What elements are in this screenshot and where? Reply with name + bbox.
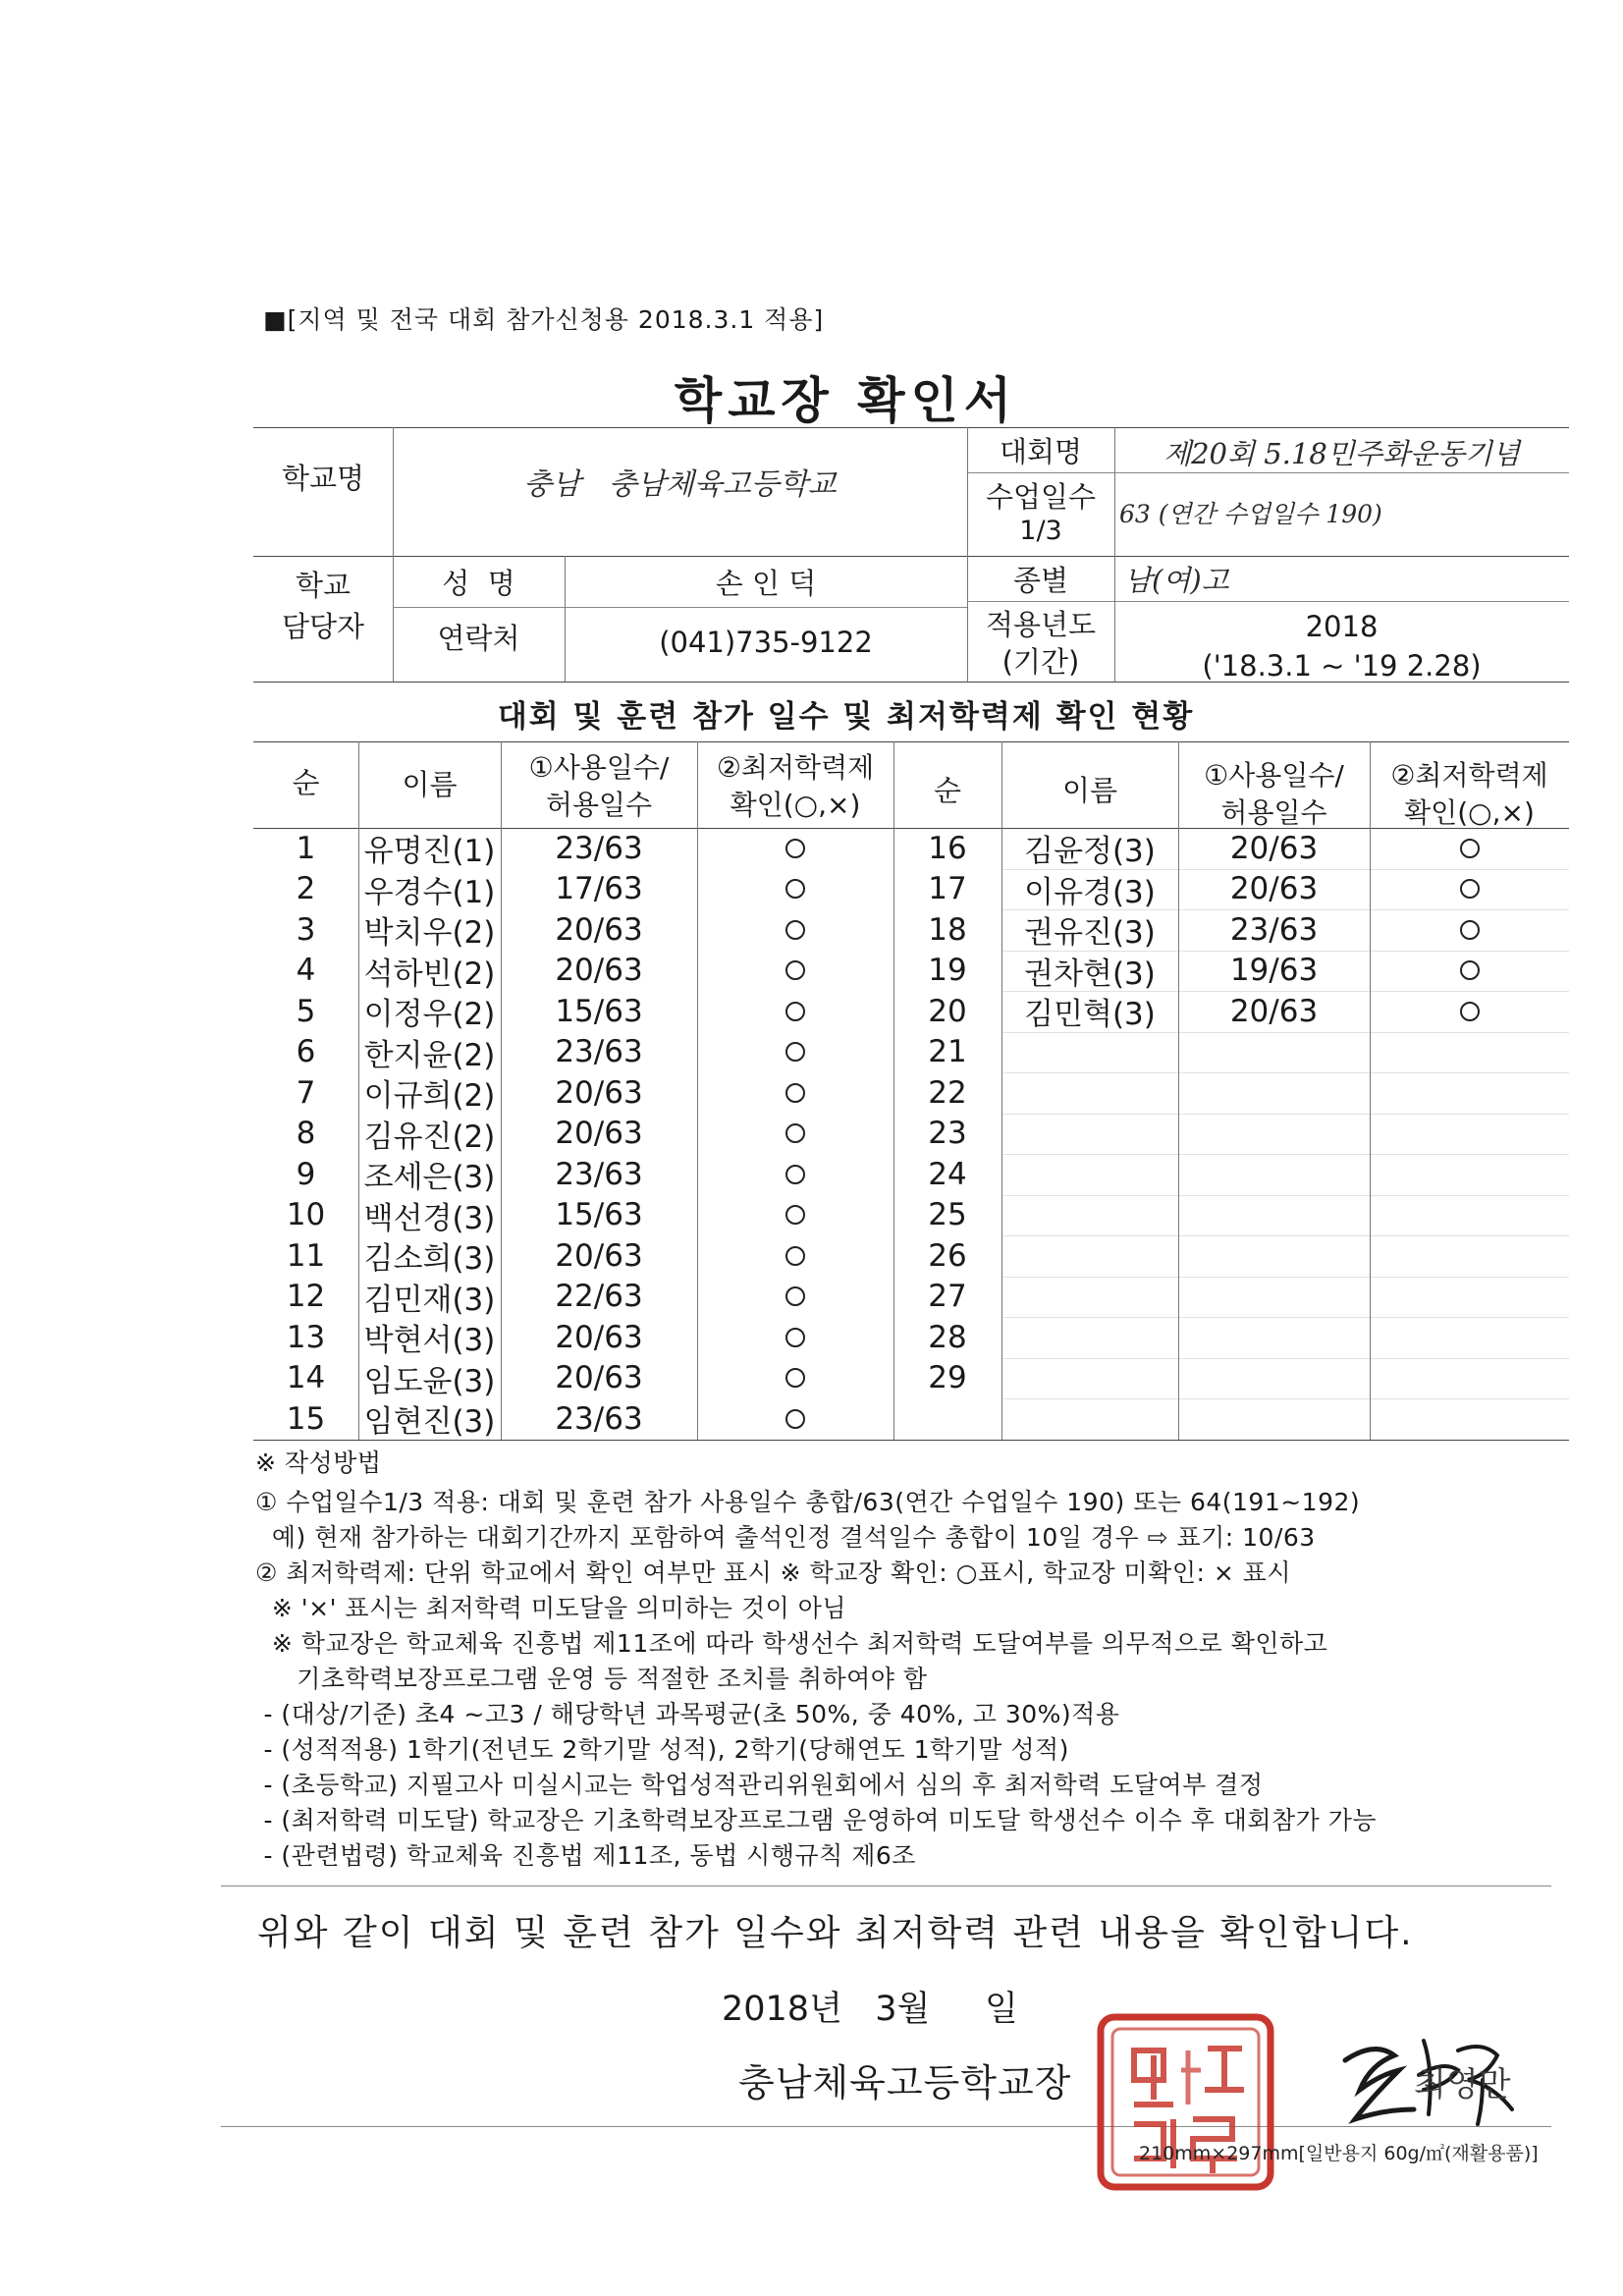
min-achievement-check [697,1277,893,1318]
check-circle-icon [785,1328,805,1347]
min-achievement-check [1370,991,1569,1032]
staff-label: 학교 [295,568,352,602]
period-value: ('18.3.1 ~ '19 2.28) [1202,649,1482,683]
student-name: 권유진(3) [1024,915,1156,952]
check-circle-icon [785,1368,805,1388]
header-check-right: ②최저학력제 [1390,759,1548,792]
min-achievement-check [697,1235,893,1277]
row-number: 26 [928,1237,967,1274]
instruction-line: - (최저학력 미도달) 학교장은 기초학력보장프로그램 운영하여 미도달 학생선수 이수 후 대회참가 가능 [255,1806,1378,1834]
instruction-line: - (초등학교) 지필고사 미실시교는 학업성적관리위원회에서 심의 후 최저학력 도달여부 결정 [255,1771,1264,1799]
row-number: 19 [928,953,967,989]
document-title: 학교장 확인서 [674,372,1018,429]
row-number: 24 [928,1156,967,1192]
student-name [1001,1398,1178,1440]
student-name: 김민혁(3) [1024,997,1156,1033]
check-circle-icon [785,1083,805,1103]
year-value: 2018 [1305,610,1379,643]
min-achievement-check [697,951,893,992]
check-circle-icon [785,839,805,858]
days-used: 23/63 [555,1400,643,1437]
days-used: 17/63 [555,871,643,907]
section-title: 대회 및 훈련 참가 일수 및 최저학력제 확인 현황 [497,699,1195,735]
instruction-line: - (성적적용) 1학기(전년도 2학기말 성적), 2학기(당해연도 1학기말 성적) [255,1735,1069,1764]
days-used: 20/63 [555,1116,643,1152]
min-achievement-check [697,828,893,869]
days-used: 20/63 [555,1360,643,1396]
min-achievement-check [697,1032,893,1073]
row-number: 4 [296,953,316,989]
days-used [1178,1398,1370,1440]
school-name-label: 학교명 [281,461,365,495]
student-name [1001,1195,1178,1236]
min-achievement-check [697,1195,893,1236]
days-used: 20/63 [555,953,643,989]
student-name: 김윤정(3) [1024,834,1156,870]
check-circle-icon [785,1165,805,1184]
row-number: 22 [928,1074,967,1111]
instruction-line: ※ '×' 표시는 최저학력 미도달을 의미하는 것이 아님 [255,1594,847,1622]
row-number: 2 [296,871,316,907]
student-name: 이규희(2) [363,1078,496,1115]
header-days-right-2: 허용일수 [1220,796,1327,829]
row-number: 9 [296,1156,316,1192]
min-achievement-check [697,1317,893,1358]
min-achievement-check [697,869,893,910]
header-name-right: 이름 [1061,773,1118,807]
days-used: 23/63 [1229,911,1319,948]
year-label-2: (기간) [1001,644,1080,679]
days-used: 20/63 [555,911,643,948]
instruction-line: - (관련법령) 학교체육 진흥법 제11조, 동법 시행규칙 제6조 [255,1841,916,1870]
days-used [1178,1154,1370,1195]
row-number: 8 [296,1116,316,1152]
min-achievement-check [1370,909,1569,951]
days-used: 19/63 [1229,953,1319,989]
class-days-ratio-label: 1/3 [1019,515,1062,546]
min-achievement-check [697,1072,893,1114]
row-number: 1 [296,830,316,866]
class-days-label: 수업일수 [985,479,1097,514]
check-circle-icon [1460,839,1480,858]
days-used [1178,1072,1370,1114]
min-achievement-check [1370,869,1569,910]
check-circle-icon [785,1123,805,1143]
student-name: 우경수(1) [363,874,496,910]
row-number: 25 [928,1197,967,1233]
student-name: 권차현(3) [1024,956,1156,992]
instructions-heading: ※ 작성방법 [255,1449,382,1477]
student-name: 박현서(3) [363,1323,496,1359]
header-check-left: ②최저학력제 [716,751,875,784]
header-name-left: 이름 [402,767,458,801]
min-achievement-check [697,991,893,1032]
student-name [1001,1072,1178,1114]
student-name: 김소희(3) [363,1241,496,1278]
student-name [1001,1358,1178,1399]
days-used: 20/63 [1229,871,1319,907]
competition-label: 대회명 [999,434,1083,468]
days-used [1178,1032,1370,1073]
min-achievement-check [697,1114,893,1155]
min-achievement-check [697,1398,893,1440]
days-used: 15/63 [555,1197,643,1233]
row-number: 13 [286,1319,326,1355]
row-number: 15 [286,1400,326,1437]
principal-title: 충남체육고등학교장 [738,2061,1072,2105]
form-type-note: ■[지역 및 전국 대회 참가신청용 2018.3.1 적용] [263,305,825,334]
student-name: 석하빈(2) [363,956,496,992]
student-name: 유명진(1) [363,834,496,870]
student-name: 임도윤(3) [363,1363,496,1399]
days-used: 20/63 [555,1237,643,1274]
row-number: 18 [928,911,967,948]
type-label: 종별 [1012,563,1069,597]
check-circle-icon [785,1246,805,1266]
min-achievement-check [1370,828,1569,869]
days-used: 15/63 [555,993,643,1029]
contact-phone-value: (041)735-9122 [659,626,873,659]
header-no-left: 순 [292,765,320,799]
instruction-line: ② 최저학력제: 단위 학교에서 확인 여부만 표시 ※ 학교장 확인: ○표시, 학교장 미확인: × 표시 [255,1558,1292,1587]
check-circle-icon [785,1205,805,1225]
check-circle-icon [785,1042,805,1062]
instruction-line: ※ 학교장은 학교체육 진흥법 제11조에 따라 학생선수 최저학력 도달여부를 의무적으로 확인하고 [255,1629,1328,1658]
paper-spec-footer: 210mm×297mm[일반용지 60g/㎡(재활용품)] [1139,2143,1539,2164]
contact-phone-label: 연락처 [437,621,520,655]
school-name-value: 충남 충남체육고등학교 [523,467,837,502]
check-circle-icon [1460,879,1480,899]
check-circle-icon [785,879,805,899]
header-no-right: 순 [933,773,961,807]
student-name: 조세은(3) [363,1160,496,1196]
days-used: 23/63 [555,1034,643,1070]
days-used: 20/63 [555,1319,643,1355]
row-number: 23 [928,1116,967,1152]
confirmation-date: 2018년 3월 일 [722,1990,1018,2029]
instruction-line: ① 수업일수1/3 적용: 대회 및 훈련 참가 사용일수 총합/63(연간 수업일수 190) 또는 64(191~192) [255,1488,1361,1516]
student-name: 박치우(2) [363,915,496,952]
student-name [1001,1317,1178,1358]
min-achievement-check [697,909,893,951]
instruction-line: 기초학력보장프로그램 운영 등 적절한 조치를 취하여야 함 [255,1665,928,1693]
row-number: 17 [928,871,967,907]
student-name: 한지윤(2) [363,1037,496,1073]
contact-name-value: 손 인 덕 [715,566,817,600]
instruction-line: - (대상/기준) 초4 ~고3 / 해당학년 과목평균(초 50%, 중 40%, 고 30%)적용 [255,1700,1120,1728]
header-days-left-2: 허용일수 [545,789,653,821]
check-circle-icon [785,1286,805,1306]
check-circle-icon [1460,1002,1480,1021]
check-circle-icon [1460,960,1480,980]
row-number: 14 [286,1360,326,1396]
student-name [1001,1277,1178,1318]
student-name: 이정우(2) [363,997,496,1033]
row-number: 28 [928,1319,967,1355]
days-used: 20/63 [1229,830,1319,866]
min-achievement-check [1370,951,1569,992]
row-number: 29 [928,1360,967,1396]
student-name [1001,1154,1178,1195]
days-used [1178,1277,1370,1318]
header-days-right: ①사용일수/ [1204,759,1344,792]
student-name [1001,1235,1178,1277]
header-days-left: ①사용일수/ [528,751,670,784]
days-used [1178,1235,1370,1277]
type-value: 남(여)고 [1124,563,1229,597]
signature-name: 최영만 [1414,2065,1511,2105]
check-circle-icon [785,960,805,980]
instruction-line: 예) 현재 참가하는 대회기간까지 포함하여 출석인정 결석일수 총합이 10일 경우 ⇨ 표기: 10/63 [255,1523,1316,1552]
student-name: 이유경(3) [1024,874,1156,910]
row-number: 27 [928,1279,967,1315]
header-check-left-2: 확인(○,×) [730,789,861,821]
row-number: 11 [286,1237,326,1274]
row-number: 10 [286,1197,326,1233]
check-circle-icon [1460,920,1480,940]
header-check-right-2: 확인(○,×) [1404,796,1535,829]
row-number: 20 [928,993,967,1029]
row-number: 6 [296,1034,316,1070]
min-achievement-check [697,1358,893,1399]
student-name: 김유진(2) [363,1119,496,1155]
row-number [893,1398,1001,1440]
days-used [1178,1195,1370,1236]
row-number: 12 [286,1279,326,1315]
days-used: 20/63 [555,1074,643,1111]
competition-value: 제20회 5.18민주화운동기념 [1163,436,1520,470]
student-name: 백선경(3) [363,1200,496,1236]
student-name: 김민재(3) [363,1282,496,1318]
student-name [1001,1032,1178,1073]
check-circle-icon [785,1409,805,1429]
days-used [1178,1358,1370,1399]
student-name: 임현진(3) [363,1404,496,1441]
row-number: 21 [928,1034,967,1070]
days-used [1178,1317,1370,1358]
contact-name-label: 성 명 [442,566,515,600]
year-label: 적용년도 [985,607,1097,641]
student-name [1001,1114,1178,1155]
days-used [1178,1114,1370,1155]
check-circle-icon [785,1002,805,1021]
days-used: 20/63 [1229,993,1319,1029]
confirmation-statement: 위와 같이 대회 및 훈련 참가 일수와 최저학력 관련 내용을 확인합니다. [257,1913,1414,1953]
staff-label-2: 담당자 [281,609,365,643]
min-achievement-check [697,1154,893,1195]
days-used: 22/63 [555,1279,643,1315]
row-number: 5 [296,993,316,1029]
class-days-value: 63 (연간 수업일수 190) [1119,500,1382,528]
days-used: 23/63 [555,830,643,866]
row-number: 3 [296,911,316,948]
check-circle-icon [785,920,805,940]
school-seal-stamp [1095,2011,1276,2193]
row-number: 16 [928,830,967,866]
row-number: 7 [296,1074,316,1111]
days-used: 23/63 [555,1156,643,1192]
